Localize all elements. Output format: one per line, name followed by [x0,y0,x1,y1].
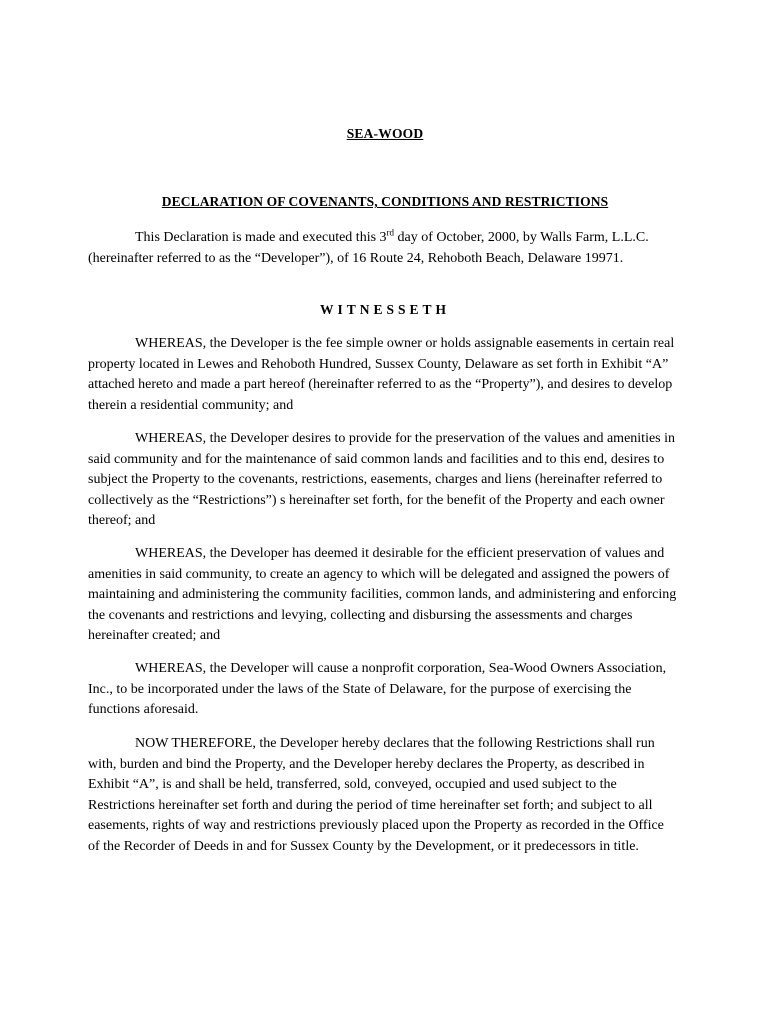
document-subtitle: DECLARATION OF COVENANTS, CONDITIONS AND RESTRICTIONS [161,194,609,209]
intro-ordinal-suffix: rd [386,227,395,238]
whereas-paragraph-3: WHEREAS, the Developer has deemed it desirable for the efficient preservation of values and amenities in said community, to create an agency to which will be delegated and assigned the powers of maintaining and administering the community facilities, common lands, and administering and enforcing the covenants and restrictions and levying, collecting and disbursing the assessments and charges hereinafter created; and [88,546,677,644]
whereas-paragraph-2: WHEREAS, the Developer desires to provide for the preservation of the values and amenities in said community and for the maintenance of said common lands and facilities and to this end, desires to subject the Property to the covenants, restrictions, easements, charges and liens (hereinafter referred to collectively as the “Restrictions”) s hereinafter set forth, for the benefit of the Property and each owner thereof; and [88,431,676,529]
document-title: SEA-WOOD [346,126,424,141]
intro-paragraph [88,228,678,269]
intro-text-start: This Declaration is made and executed this 3 [135,230,387,245]
intro-text-end: day of October, 2000, by Walls Farm, L.L.C. (hereinafter referred to as the “Developer”), of 16 Route 24, Rehoboth Beach, Delaware 19971. [88,230,649,266]
whereas-paragraph-1: WHEREAS, the Developer is the fee simple owner or holds assignable easements in certain real property located in Lewes and Rehoboth Hundred, Sussex County, Delaware as set forth in Exhibit “A” attached hereto and made a part hereof (hereinafter referred to as the “Property”), and desires to develop therein a residential community; and [88,336,675,413]
whereas-paragraph-4: WHEREAS, the Developer will cause a nonprofit corporation, Sea-Wood Owners Association, Inc., to be incorporated under the laws of the State of Delaware, for the purpose of exercising the functions aforesaid. [88,661,667,718]
witnesseth-heading: WITNESSETH [319,302,451,317]
now-therefore-paragraph: NOW THEREFORE, the Developer hereby declares that the following Restrictions shall run with, burden and bind the Property, and the Developer hereby declares the Property, as described in Exhibit “A”, is and shall be held, transferred, sold, conveyed, occupied and used subject to the Restrictions hereinafter set forth and during the period of time hereinafter set forth; and subject to all easements, rights of way and restrictions previously placed upon the Property as recorded in the Office of the Recorder of Deeds in and for Sussex County by the Development, or it predecessors in title. [88,736,664,854]
